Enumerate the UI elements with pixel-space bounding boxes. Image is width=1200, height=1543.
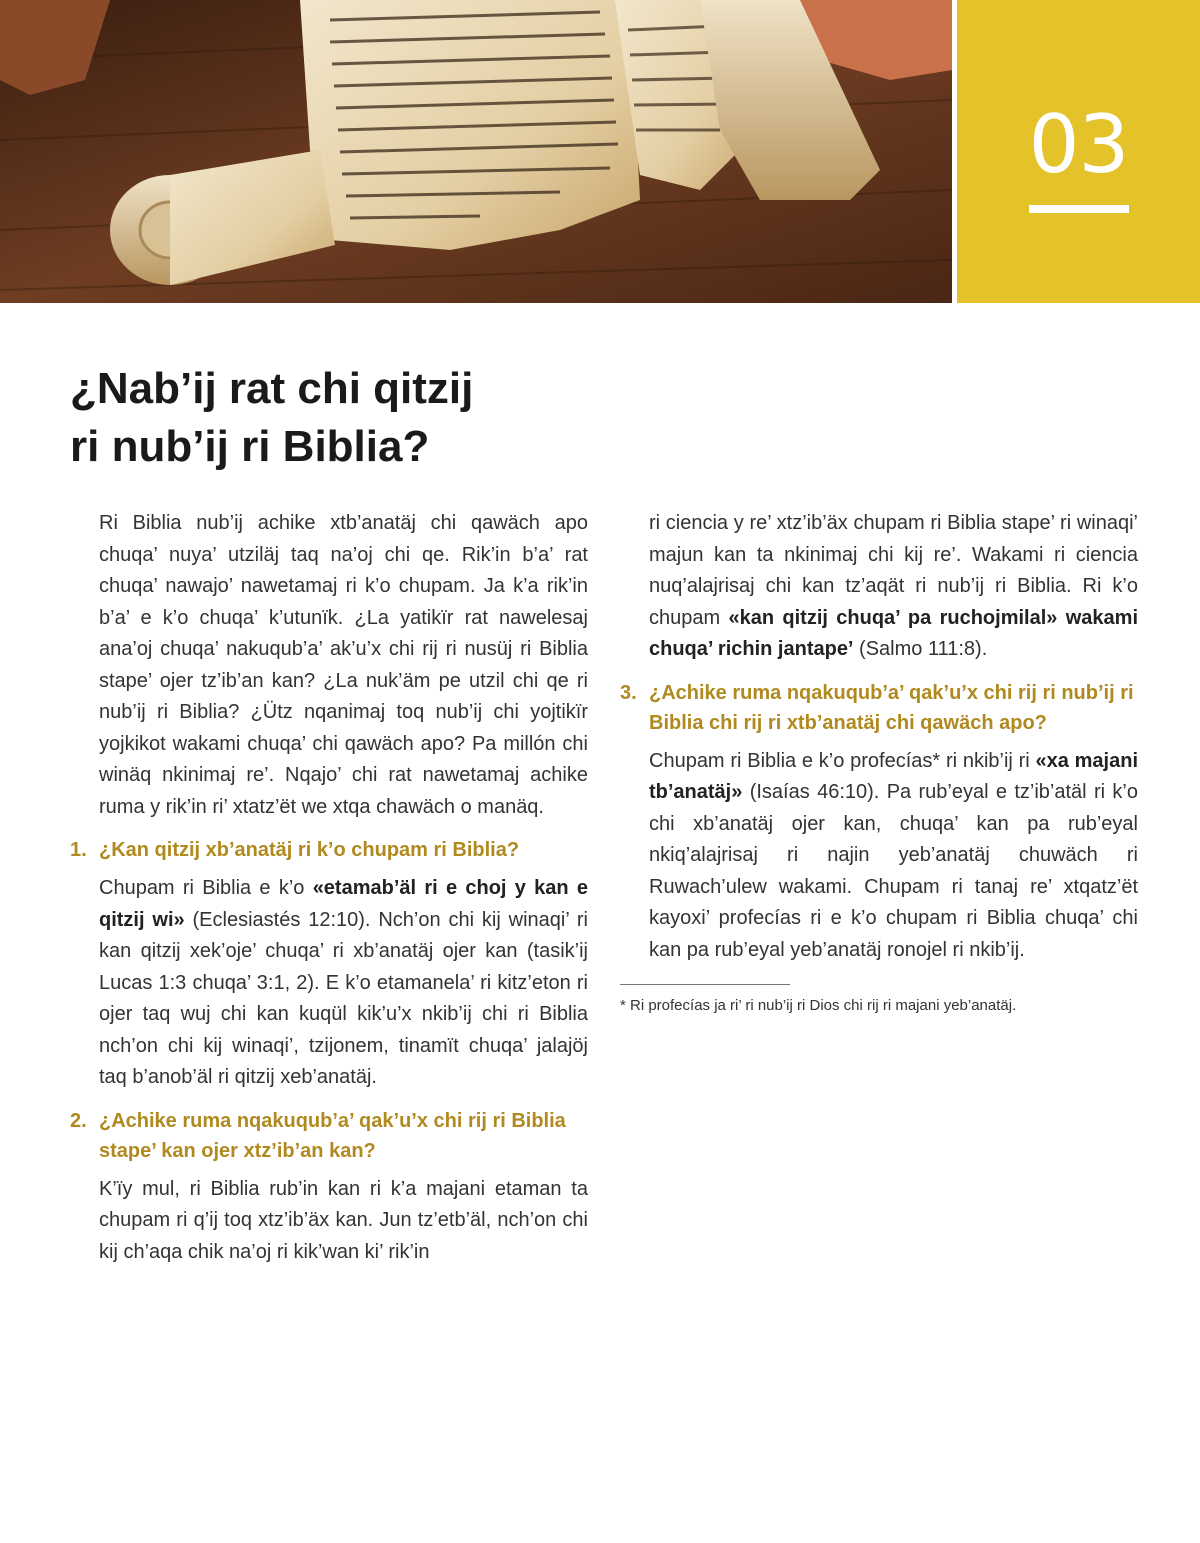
answer-3-pre: Chupam ri Biblia e k’o profecías* ri nkib’ij ri	[649, 749, 1036, 772]
answer-2-post: (Salmo 111:8).	[853, 638, 988, 660]
chapter-number: 03	[1028, 98, 1129, 191]
answer-3	[620, 746, 1138, 967]
left-column	[70, 508, 588, 1268]
chapter-badge	[957, 0, 1200, 303]
answer-1-pre: Chupam ri Biblia e k’o	[99, 877, 313, 899]
header-photo	[0, 0, 952, 303]
question-3	[620, 678, 1138, 738]
answer-1-post: (Eclesiastés 12:10). Nch’on chi kij winaqi’ ri kan qitzij xek’oje’ chuqa’ ri xb’anatäj ojer kan (tasik’ij Lucas 1:3 chuqa’ 3:1, 2). E k’o etamanela’ ri kitz’eton ri ojer taq wuj chi kan kuqül kik’u’x nkib’ij chi ri Biblia nch’on chi kij winaqi’, tzijonem, tinamït chuqa’ jalajöj taq b’anob’äl ri qitzij xeb’anatäj.	[99, 908, 589, 1088]
question-2	[70, 1106, 588, 1166]
footnote-divider	[620, 984, 790, 985]
title-line-1: ¿Nab’ij rat chi qitzij	[70, 364, 474, 413]
intro-paragraph: Ri Biblia nub’ij achike xtb’anatäj chi qawäch apo chuqa’ nuya’ utziläj taq na’oj chi qe. Rik’in b’a’ rat chuqa’ nawajo’ nawetamaj ri k’o chupam. Ja k’a rik’in b’a’ e k’o chuqa’ k’utunïk. ¿La yatikïr rat nawelesaj ana’oj chuqa’ nakuqub’a’ ak’u’x chi rij ri nusüj ri Biblia stape’ ojer tz’ib’an kan? ¿La nuk’äm pe utzil chi qe ri nub’ij ri Biblia? ¿Ütz nqanimaj toq nub’ij chi yojtikïr yojkikot wakami chuqa’ chi qawäch apo? Pa millón chi winäq nkinimaj re’. Nqajo’ chi rat nawetamaj achike ruma y rik’in ri’ xtatz’ët we xtqa chawäch o manäq.	[99, 512, 588, 818]
answer-1-quote: «etamab’äl ri e choj y kan e qitzij wi»	[99, 877, 589, 931]
answer-2-part-1: K’ïy mul, ri Biblia rub’in kan ri k’a majani etaman ta chupam ri q’ij toq xtz’ib’äx kan. Jun tz’etb’äl, nch’on chi kij ch’aqa chik na’oj ri kik’wan ki’ rik’in	[99, 1177, 588, 1263]
right-column	[620, 508, 1138, 1017]
answer-3-post: (Isaías 46:10). Pa rub’eyal e tz’ib’atäl ri k’o chi xb’anatäj ojer kan, chuqa’ kan pa rub’eyal nkiq’alajrisaj ri najin yeb’anatäj chuwäch ri Ruwach’ulew wakami. Chupam ri tanaj re’ xtqatz’ët kayoxi’ profecías ri e k’o chupam ri Biblia chuqa’ chi kan pa rub’eyal yeb’anatäj ronojel ri nkib’ij.	[649, 781, 1138, 961]
answer-2-part-2	[620, 508, 1138, 666]
question-2-number: 2.	[70, 1109, 87, 1132]
question-1-number: 1.	[70, 839, 87, 861]
footnote: * Ri profecías ja ri’ ri nub’ij ri Dios chi rij ri majani yeb’anatäj.	[620, 997, 1017, 1014]
chapter-underline	[1029, 205, 1129, 213]
page-title	[70, 360, 630, 476]
answer-2-pre: ri ciencia y re’ xtz’ib’äx chupam ri Biblia stape’ ri winaqi’ majun kan ta nkinimaj chi kij re’. Wakami ri ciencia nuq’alajrisaj chi kan tz’aqät ri nub’ij ri Biblia. Ri k’o chupam	[649, 512, 1138, 629]
question-3-text: ¿Achike ruma nqakuqub’a’ qak’u’x chi rij ri nub’ij ri Biblia chi rij ri xtb’anatäj chi qawäch apo?	[649, 681, 1134, 734]
title-line-2: ri nub’ij ri Biblia?	[70, 422, 430, 471]
question-3-number: 3.	[620, 681, 637, 704]
question-1-text: ¿Kan qitzij xb’anatäj ri k’o chupam ri Biblia?	[99, 839, 520, 861]
answer-2-quote: «kan qitzij chuqa’ pa ruchojmilal» wakami chuqa’ richin jantape’	[649, 606, 1138, 660]
question-2-text: ¿Achike ruma nqakuqub’a’ qak’u’x chi rij ri Biblia stape’ kan ojer xtz’ib’an kan?	[99, 1109, 566, 1162]
answer-3-quote: «xa majani tb’anatäj»	[649, 749, 1138, 803]
answer-1	[70, 873, 588, 1094]
question-1	[70, 835, 588, 865]
